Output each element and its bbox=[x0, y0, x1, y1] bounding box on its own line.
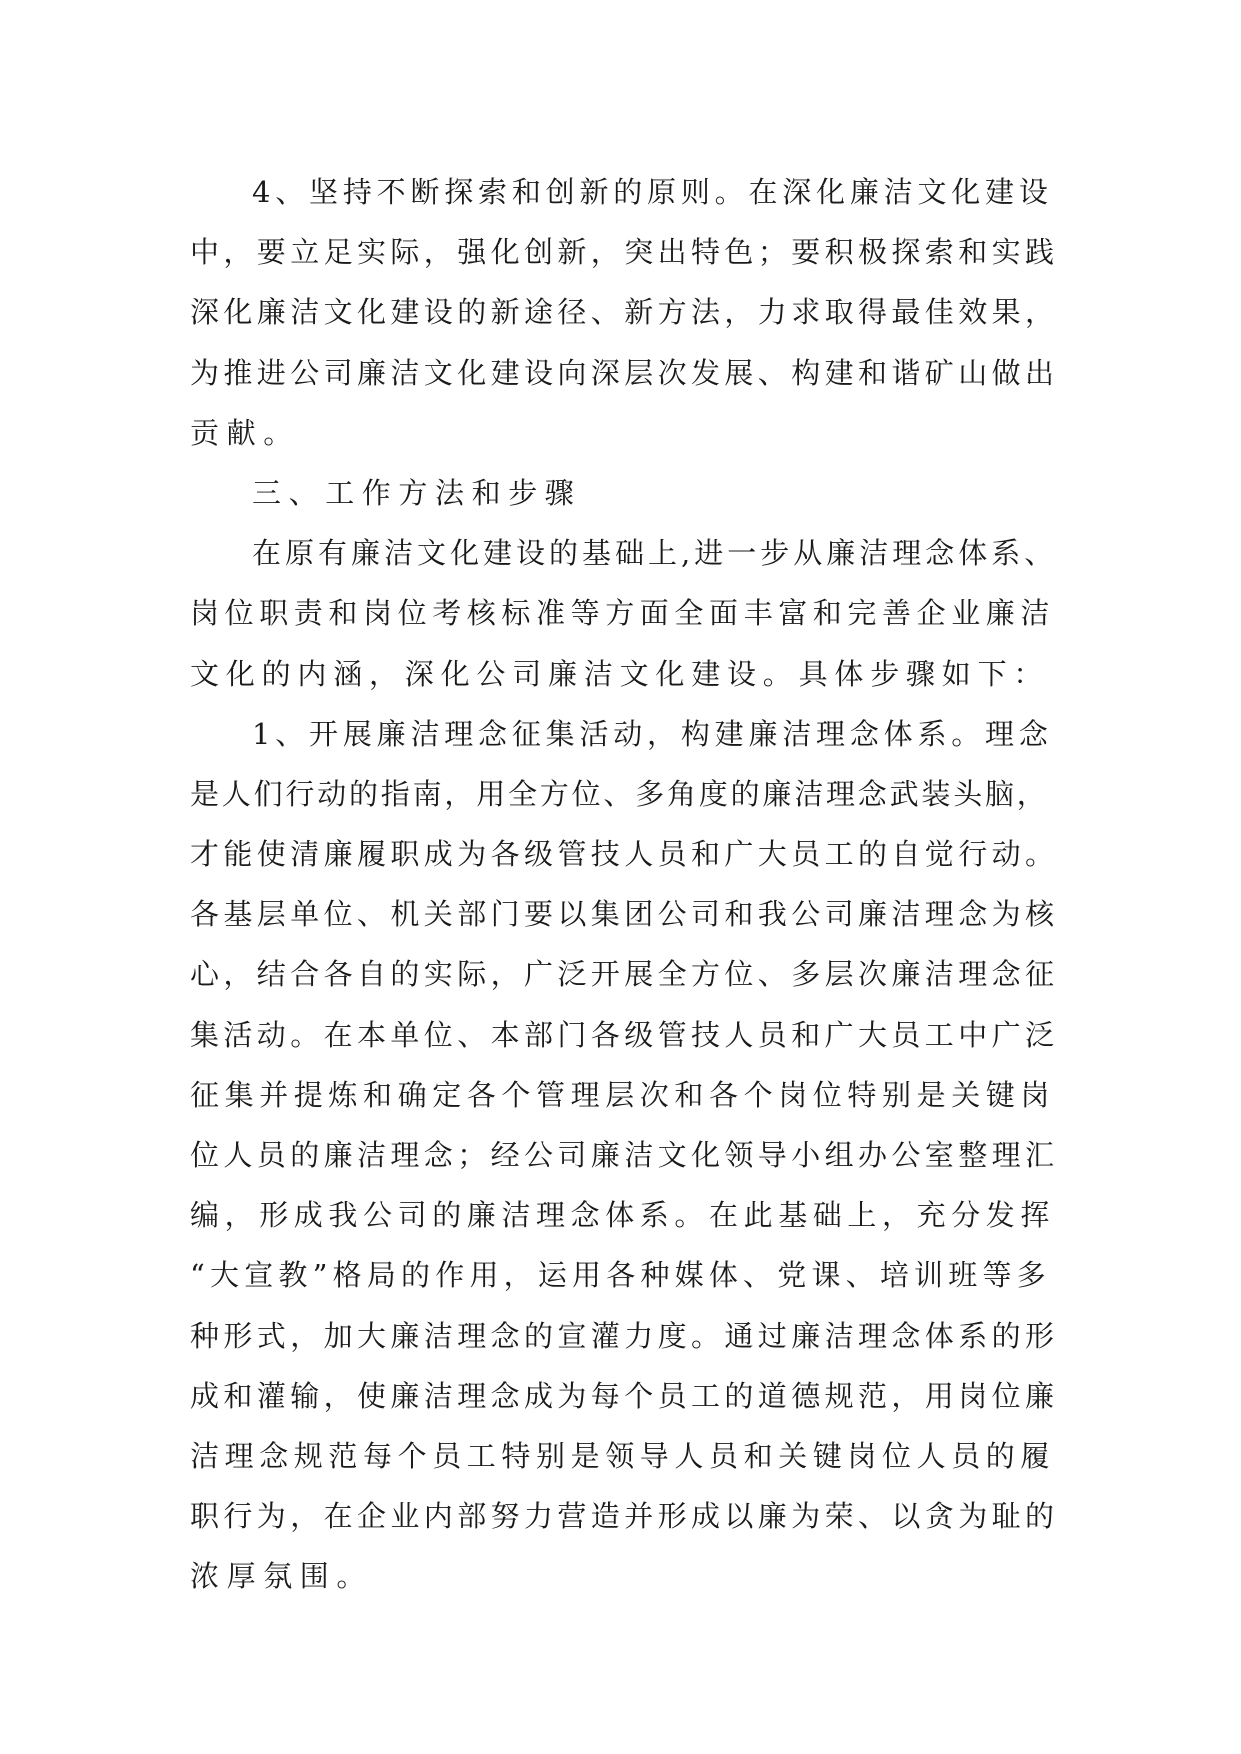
text-line: 文化的内涵，深化公司廉洁文化建设。具体步骤如下： bbox=[190, 656, 1050, 691]
text-line: 职行为，在企业内部努力营造并形成以廉为荣、以贪为耻的 bbox=[190, 1499, 1059, 1534]
text-line: 岗位职责和岗位考核标准等方面全面丰富和完善企业廉洁 bbox=[190, 596, 1056, 631]
text-line: 位人员的廉洁理念；经公司廉洁文化领导小组办公室整理汇 bbox=[190, 1138, 1059, 1172]
text-line: 征集并提炼和确定各个管理层次和各个岗位特别是关键岗 bbox=[190, 1077, 1056, 1112]
text-line: 是人们行动的指南，用全方位、多角度的廉洁理念武装头脑， bbox=[190, 776, 1049, 811]
text-line: 编，形成我公司的廉洁理念体系。在此基础上，充分发挥 bbox=[190, 1198, 1056, 1233]
text-line: 贡献。 bbox=[190, 415, 300, 450]
text-line: 1、开展廉洁理念征集活动，构建廉洁理念体系。理念 bbox=[252, 716, 1053, 751]
text-line: 浓厚氛围。 bbox=[190, 1559, 374, 1594]
text-line: 为推进公司廉洁文化建设向深层次发展、构建和谐矿山做出 bbox=[190, 355, 1059, 390]
text-line: 深化廉洁文化建设的新途径、新方法，力求取得最佳效果， bbox=[190, 295, 1059, 330]
text-line: 在原有廉洁文化建设的基础上,进一步从廉洁理念体系、 bbox=[252, 536, 1058, 571]
text-line: 集活动。在本单位、本部门各级管技人员和广大员工中广泛 bbox=[190, 1017, 1059, 1052]
text-line: 种形式，加大廉洁理念的宣灌力度。通过廉洁理念体系的形 bbox=[190, 1318, 1059, 1353]
text-line: 各基层单位、机关部门要以集团公司和我公司廉洁理念为核 bbox=[190, 897, 1059, 932]
text-line: 成和灌输，使廉洁理念成为每个员工的道德规范，用岗位廉 bbox=[190, 1378, 1059, 1413]
text-line: 心，结合各自的实际，广泛开展全方位、多层次廉洁理念征 bbox=[190, 957, 1059, 992]
text-line: “大宣教”格局的作用，运用各种媒体、党课、培训班等多 bbox=[190, 1258, 1051, 1293]
text-line: 4、坚持不断探索和创新的原则。在深化廉洁文化建设 bbox=[252, 175, 1053, 209]
section-heading: 三、工作方法和步骤 bbox=[252, 475, 582, 510]
document-body bbox=[190, 162, 1058, 1607]
text-line: 洁理念规范每个员工特别是领导人员和关键岗位人员的履 bbox=[190, 1438, 1056, 1473]
text-line: 中，要立足实际，强化创新，突出特色；要积极探索和实践 bbox=[190, 235, 1059, 270]
text-line: 才能使清廉履职成为各级管技人员和广大员工的自觉行动。 bbox=[190, 837, 1059, 872]
